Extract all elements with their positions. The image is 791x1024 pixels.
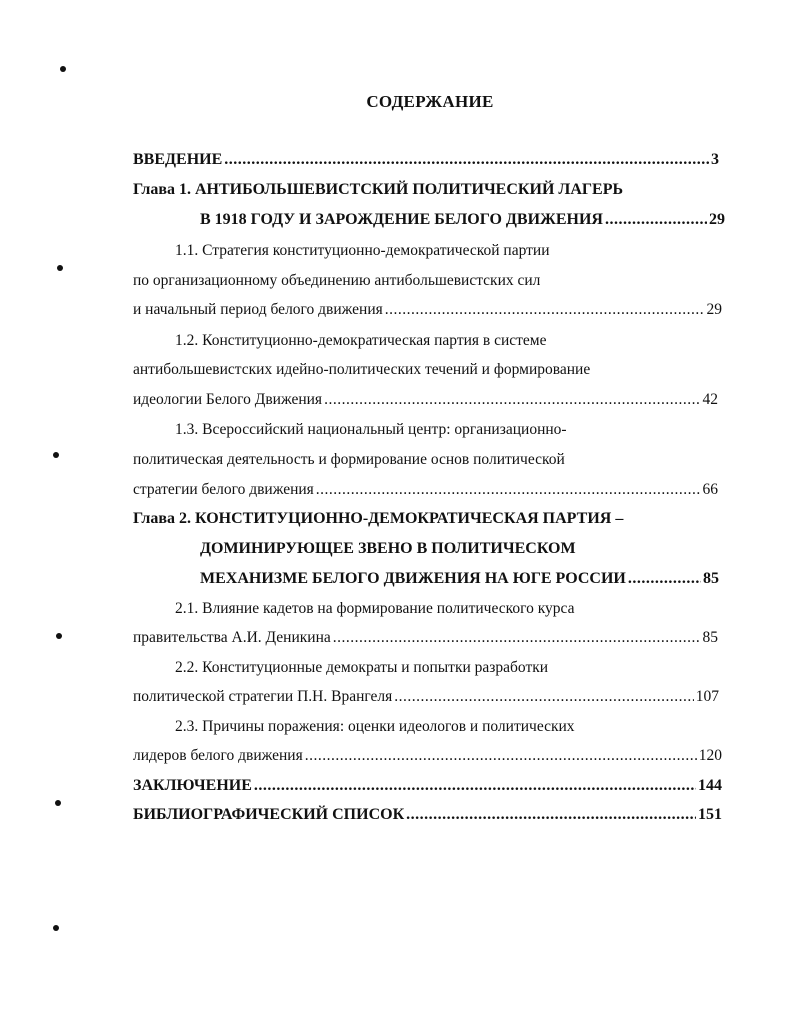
chapter-2-heading-line-2: ДОМИНИРУЮЩЕЕ ЗВЕНО В ПОЛИТИЧЕСКОМ [200,540,576,557]
entry-title: лидеров белого движения [133,747,303,764]
dot-leader [394,687,693,707]
section-1-3-line-1: 1.3. Всероссийский национальный центр: организационно- [175,421,567,438]
binder-hole-mark [60,66,66,72]
chapter-2-heading-line-1[interactable]: Глава 2. КОНСТИТУЦИОННО-ДЕМОКРАТИЧЕСКАЯ ПАРТИЯ – [133,510,624,527]
dot-leader [333,628,701,648]
binder-hole-mark [53,925,59,931]
page-title: СОДЕРЖАНИЕ [366,92,494,111]
toc-entry-section-2-3[interactable] [133,746,722,766]
toc-entry-section-2-2[interactable] [133,687,719,707]
toc-entry-section-1-3[interactable] [133,480,718,500]
binder-hole-mark [53,452,59,458]
page-number: 85 [703,570,719,587]
dot-leader [385,300,705,320]
toc-entry-section-1-2[interactable] [133,390,718,410]
toc-entry-conclusion[interactable] [133,776,722,796]
page-number: 29 [706,301,722,318]
entry-title: политической стратегии П.Н. Врангеля [133,688,393,705]
entry-title: идеологии Белого Движения [133,391,323,408]
dot-leader [305,746,697,766]
binder-hole-mark [55,800,61,806]
entry-title: МЕХАНИЗМЕ БЕЛОГО ДВИЖЕНИЯ НА ЮГЕ РОССИИ [200,570,626,587]
section-2-3-line-1: 2.3. Причины поражения: оценки идеологов и политических [175,718,575,735]
binder-hole-mark [57,265,63,271]
page-number: 3 [711,151,719,168]
section-1-2-line-1: 1.2. Конституционно-демократическая партия в системе [175,332,547,349]
page-number: 29 [709,211,725,228]
binder-hole-mark [56,633,62,639]
toc-entry-bibliography[interactable] [133,805,722,825]
section-2-1-line-1: 2.1. Влияние кадетов на формирование политического курса [175,600,575,617]
page-number: 144 [698,777,722,794]
toc-entry-section-1-1[interactable] [133,300,722,320]
section-1-2-line-2: антибольшевистских идейно-политических течений и формирование [133,361,591,378]
toc-entry-chapter-2[interactable] [200,569,719,589]
dot-leader [628,569,701,589]
entry-title: правительства А.И. Деникина [133,629,331,646]
entry-title: ВВЕДЕНИЕ [133,151,223,168]
page-number: 107 [695,688,719,705]
entry-title: ЗАКЛЮЧЕНИЕ [133,777,252,794]
dot-leader [224,150,709,170]
entry-title: БИБЛИОГРАФИЧЕСКИЙ СПИСОК [133,806,405,823]
section-1-3-line-2: политическая деятельность и формирование основ политической [133,451,565,468]
page-number: 66 [702,481,718,498]
dot-leader [324,390,700,410]
dot-leader [254,776,696,796]
toc-entry-section-2-1[interactable] [133,628,718,648]
page-number: 85 [702,629,718,646]
entry-title: и начальный период белого движения [133,301,383,318]
dot-leader [316,480,701,500]
section-2-2-line-1: 2.2. Конституционные демократы и попытки разработки [175,659,549,676]
entry-title: стратегии белого движения [133,481,314,498]
section-1-1-line-1: 1.1. Стратегия конституционно-демократической партии [175,242,550,259]
section-1-1-line-2: по организационному объединению антибольшевистских сил [133,272,541,289]
entry-title: В 1918 ГОДУ И ЗАРОЖДЕНИЕ БЕЛОГО ДВИЖЕНИЯ [200,211,603,228]
dot-leader [406,805,696,825]
toc-entry-chapter-1[interactable] [200,210,725,230]
toc-entry-introduction[interactable] [133,150,719,170]
page-number: 120 [698,747,722,764]
dot-leader [605,210,707,230]
page-number: 151 [698,806,722,823]
chapter-1-heading[interactable]: Глава 1. АНТИБОЛЬШЕВИСТСКИЙ ПОЛИТИЧЕСКИЙ ЛАГЕРЬ [133,181,624,198]
page-number: 42 [702,391,718,408]
